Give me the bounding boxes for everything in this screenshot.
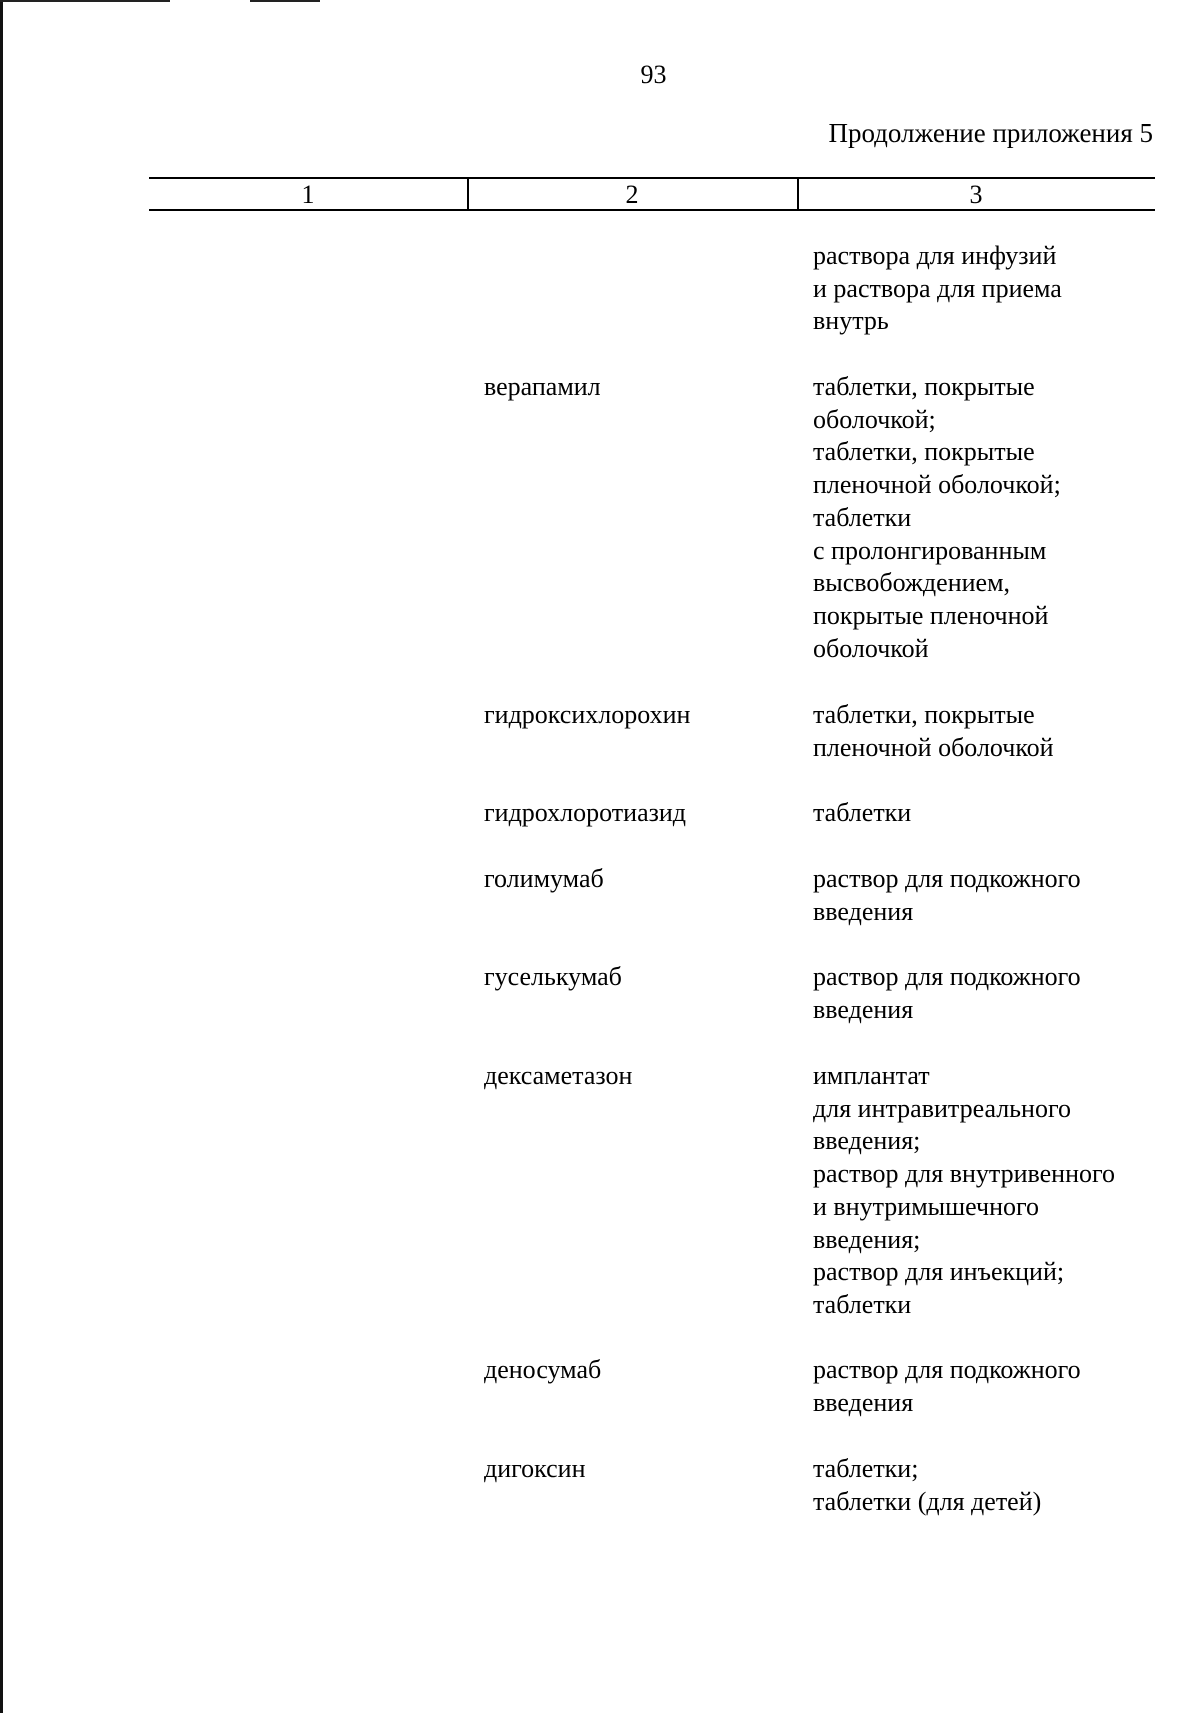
dosage-form: таблетки, покрытые оболочкой; таблетки, покрытые пленочной оболочкой; таблетки с пролонгированным высвобождением, покрытые пленочной оболочкой bbox=[813, 372, 1061, 663]
table-top-rule bbox=[149, 177, 1155, 179]
drug-name: дексаметазон bbox=[484, 1061, 633, 1090]
drug-name: верапамил bbox=[484, 372, 601, 401]
column-header-2: 2 bbox=[625, 180, 639, 209]
dosage-form: раствор для подкожного введения bbox=[813, 1355, 1081, 1417]
dosage-form: таблетки bbox=[813, 798, 912, 827]
continuation-heading: Продолжение приложения 5 bbox=[828, 118, 1153, 148]
scan-border-top bbox=[0, 0, 170, 2]
dosage-form: таблетки; таблетки (для детей) bbox=[813, 1454, 1042, 1516]
dosage-form: таблетки, покрытые пленочной оболочкой bbox=[813, 700, 1054, 762]
dosage-form: имплантат для интравитреального введения; раствор для внутривенного и внутримышечного введения; раствор для инъекций; таблетки bbox=[813, 1061, 1115, 1319]
scan-border-left bbox=[0, 0, 3, 1713]
column-header-1: 1 bbox=[301, 180, 315, 209]
scan-border-top bbox=[250, 0, 320, 2]
page-number: 93 bbox=[640, 60, 667, 89]
drug-name: дигоксин bbox=[484, 1454, 586, 1483]
drug-name: гидрохлоротиазид bbox=[484, 798, 687, 827]
drug-name: голимумаб bbox=[484, 864, 604, 893]
dosage-form: раствора для инфузий и раствора для приема внутрь bbox=[813, 241, 1062, 336]
dosage-form: раствор для подкожного введения bbox=[813, 962, 1081, 1024]
drug-name: деносумаб bbox=[484, 1355, 602, 1384]
column-header-3: 3 bbox=[969, 180, 983, 209]
dosage-form: раствор для подкожного введения bbox=[813, 864, 1081, 926]
drug-name: гидроксихлорохин bbox=[484, 700, 691, 729]
drug-name: гуселькумаб bbox=[484, 962, 622, 991]
